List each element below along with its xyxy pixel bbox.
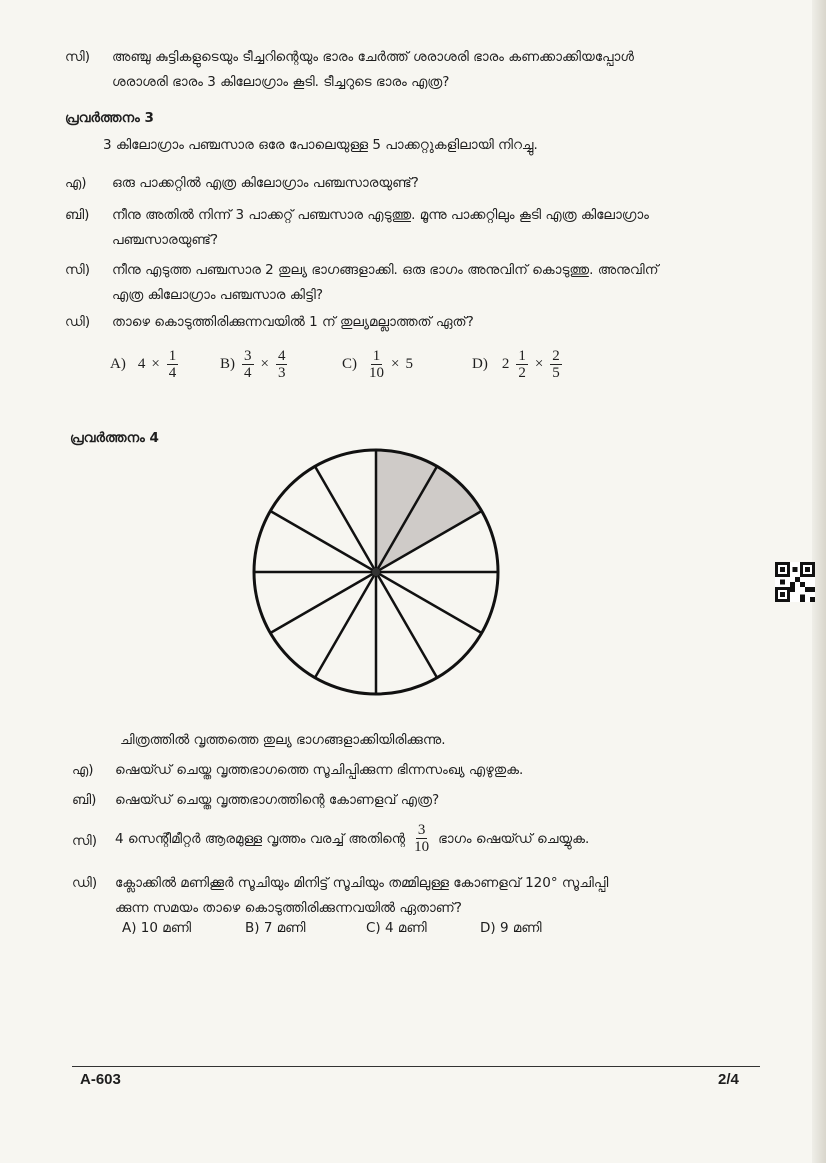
question-text: പഞ്ചസാരയുണ്ട്?	[112, 232, 219, 248]
numerator: 1	[518, 348, 526, 364]
paper-code: A-603	[80, 1071, 121, 1088]
option-b	[220, 348, 288, 381]
question-text: ശരാശരി ഭാരം 3 കിലോഗ്രാം കൂടി. ടീച്ചറുടെ ഭാരം എത്ര?	[112, 74, 450, 90]
radius-line	[315, 572, 376, 678]
question-text: എത്ര കിലോഗ്രാം പഞ്ചസാര കിട്ടി?	[112, 287, 323, 303]
radius-line	[376, 572, 437, 678]
question-text-part: 4 സെന്റീമീറ്റർ ആരമുള്ള വൃത്തം വരച്ച് അതിന്റെ	[115, 830, 406, 847]
center-point	[372, 568, 380, 576]
fraction	[167, 348, 179, 381]
option-d: D) 9 മണി	[480, 920, 542, 936]
denominator: 10	[414, 839, 430, 855]
times-sign: ×	[534, 356, 544, 372]
fraction	[550, 348, 562, 381]
question-text: അഞ്ചു കുട്ടികളുടെയും ടീച്ചറിന്റെയും ഭാരം ചേർത്ത് ശരാശരി ഭാരം കണക്കാക്കിയപ്പോൾ	[112, 49, 634, 65]
question-text: താഴെ കൊടുത്തിരിക്കുന്നവയിൽ 1 ന് തുല്യമല്ലാത്തത് ഏത്?	[112, 314, 474, 330]
qr-code	[775, 562, 815, 602]
times-sign: ×	[260, 356, 269, 372]
question-text: ക്കുന്ന സമയം താഴെ കൊടുത്തിരിക്കുന്നവയിൽ ഏതാണ്?	[115, 900, 462, 916]
option-label: B)	[220, 356, 235, 372]
whole-number: 2	[501, 356, 510, 372]
question-text: നീനു അതിൽ നിന്ന് 3 പാക്കറ്റ് പഞ്ചസാര എടുത്തു. മൂന്നു പാക്കറ്റിലും കൂടി എത്ര കിലോഗ്രാം	[112, 207, 649, 223]
numerator: 3	[244, 348, 252, 364]
option-label: C)	[342, 356, 357, 372]
radius-line	[270, 511, 376, 572]
question-text: നീനു എടുത്ത പഞ്ചസാര 2 തുല്യ ഭാഗങ്ങളാക്കി. ഒരു ഭാഗം അനുവിന് കൊടുത്തു. അനുവിന്	[112, 262, 659, 278]
question-label: ഡി)	[72, 875, 98, 891]
footer-divider	[72, 1066, 760, 1067]
activity-3-intro: 3 കിലോഗ്രാം പഞ്ചസാര ഒരേ പോലെയുള്ള 5 പാക്കറ്റുകളിലായി നിറച്ചു.	[103, 137, 538, 153]
option-a: A) 10 മണി	[122, 920, 192, 936]
denominator: 3	[277, 365, 286, 381]
question-label: ബി)	[65, 207, 90, 223]
activity-3-title: പ്രവർത്തനം 3	[65, 110, 154, 126]
fraction	[516, 348, 528, 381]
denominator: 4	[168, 365, 177, 381]
radius-line	[376, 572, 482, 633]
question-text: ഷെയ്ഡ് ചെയ്ത വൃത്തഭാഗത്തിന്റെ കോണളവ് എത്ര?	[115, 792, 440, 808]
activity-4-title: പ്രവർത്തനം 4	[70, 430, 159, 446]
question-label: സി)	[65, 49, 90, 65]
fraction	[276, 348, 288, 381]
radius-line	[315, 466, 376, 572]
denominator: 5	[552, 365, 560, 381]
question-label: ഡി)	[65, 314, 91, 330]
option-label: A)	[110, 356, 126, 372]
fraction	[369, 348, 384, 381]
option-label: D)	[472, 356, 488, 372]
question-text-part: ഭാഗം ഷെയ്ഡ് ചെയ്യുക.	[438, 830, 590, 847]
question-label: സി)	[65, 262, 90, 278]
numerator: 1	[372, 348, 381, 364]
option-c: C) 4 മണി	[366, 920, 427, 936]
whole-number: 5	[405, 356, 413, 372]
fraction	[242, 348, 254, 381]
option-d	[472, 348, 563, 381]
question-label: എ)	[72, 762, 94, 778]
numerator: 3	[417, 822, 426, 838]
denominator: 2	[518, 365, 526, 381]
question-text: ക്ലോക്കിൽ മണിക്കൂർ സൂചിയും മിനിട്ട് സൂചിയും തമ്മിലുള്ള കോണളവ് 120° സൂചിപ്പി	[115, 875, 609, 891]
whole-number: 4	[137, 356, 146, 372]
divided-circle-figure	[246, 442, 506, 702]
question-text: ഒരു പാക്കറ്റിൽ എത്ര കിലോഗ്രാം പഞ്ചസാരയുണ്ട്?	[112, 175, 419, 191]
page-number: 2/4	[718, 1071, 739, 1088]
question-label: ബി)	[72, 792, 97, 808]
times-sign: ×	[391, 356, 400, 372]
option-c	[342, 348, 413, 381]
question-label: എ)	[65, 175, 87, 191]
denominator: 4	[244, 365, 252, 381]
fraction	[414, 822, 429, 855]
question-text: ഷെയ്ഡ് ചെയ്ത വൃത്തഭാഗത്തെ സൂചിപ്പിക്കുന്ന ഭിന്നസംഖ്യ എഴുതുക.	[115, 762, 524, 778]
numerator: 1	[168, 348, 177, 364]
denominator: 10	[369, 365, 384, 381]
numerator: 2	[552, 348, 560, 364]
question-text	[115, 822, 589, 855]
question-label: സി)	[72, 833, 97, 849]
times-sign: ×	[151, 356, 160, 372]
option-a	[110, 348, 179, 381]
figure-caption: ചിത്രത്തിൽ വൃത്തത്തെ തുല്യ ഭാഗങ്ങളാക്കിയിരിക്കുന്നു.	[120, 732, 446, 748]
option-b: B) 7 മണി	[245, 920, 306, 936]
radius-line	[270, 572, 376, 633]
numerator: 4	[277, 348, 286, 364]
